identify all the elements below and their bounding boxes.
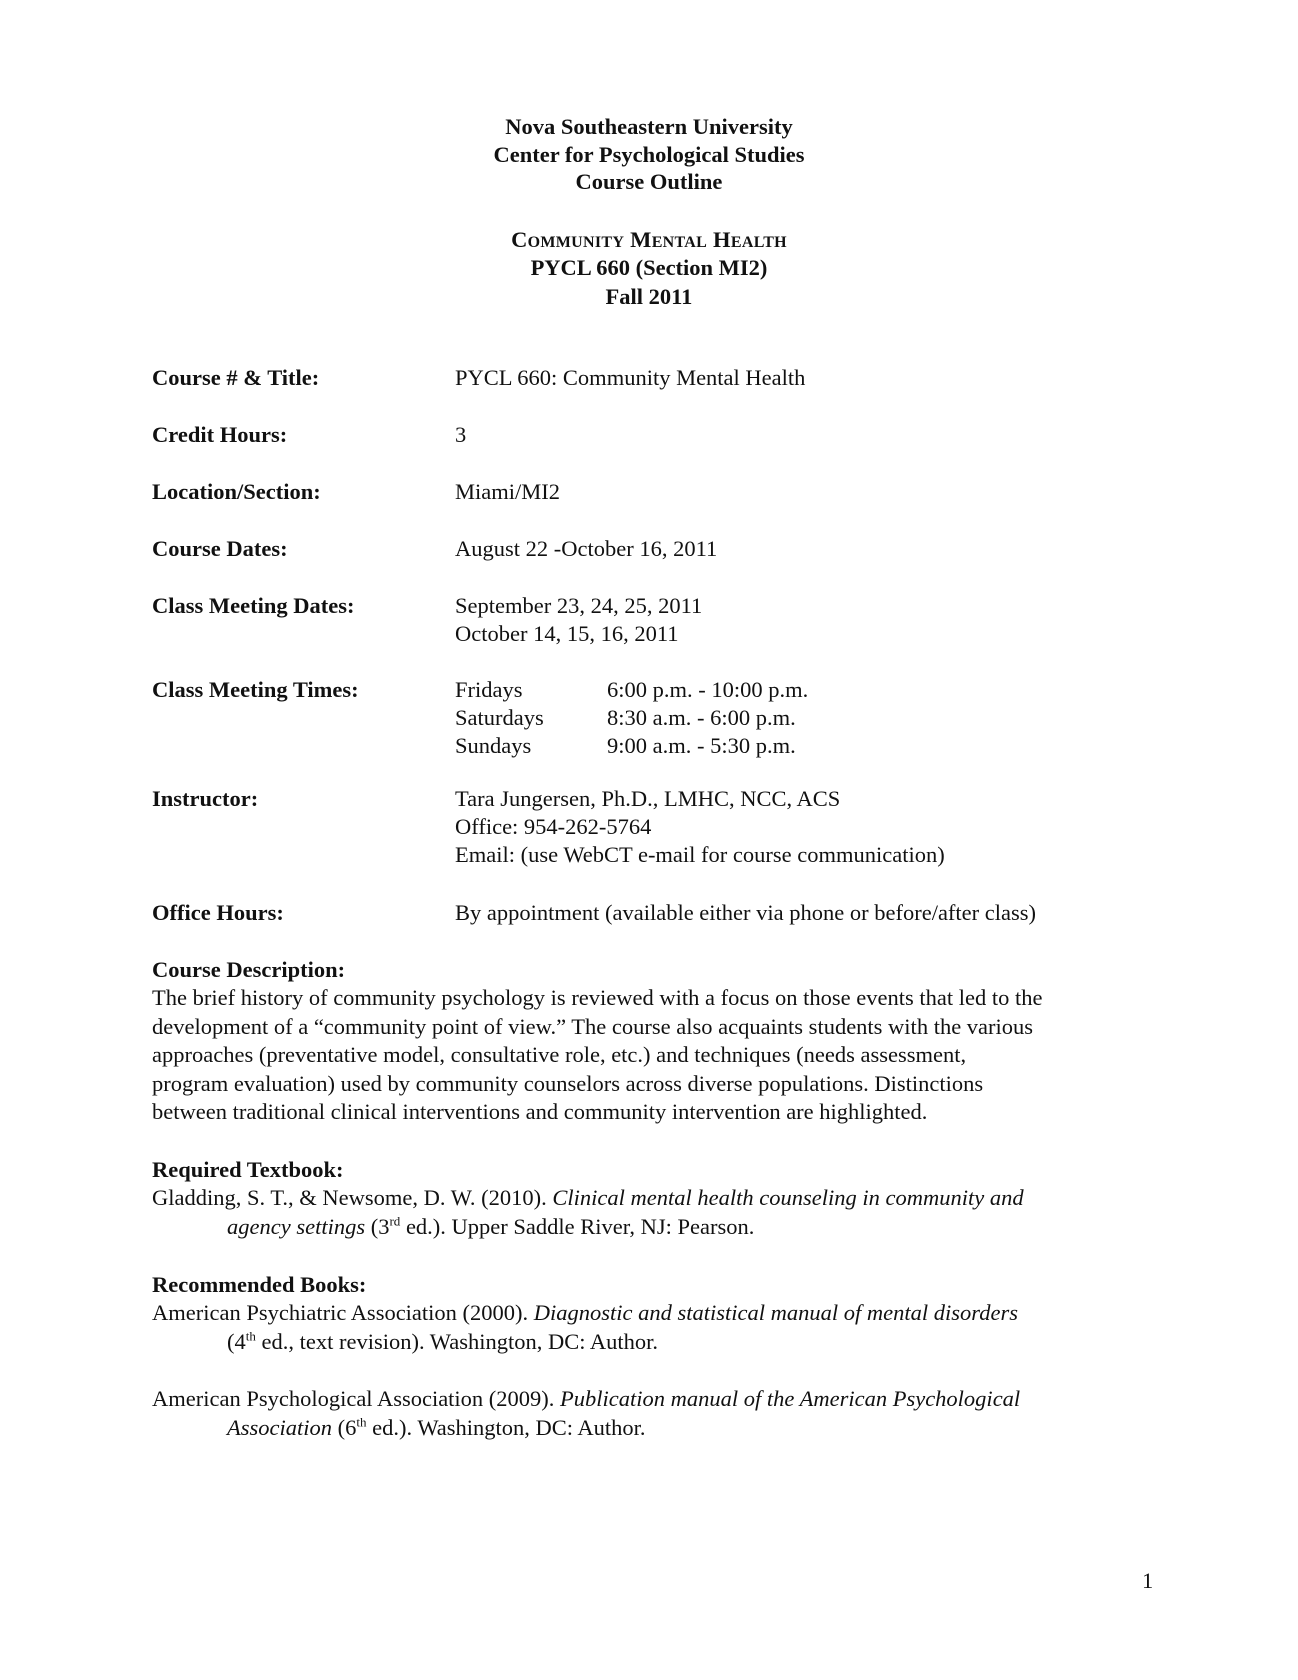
meeting-date-line: October 14, 15, 16, 2011 bbox=[455, 621, 679, 646]
course-title-value: PYCL 660: Community Mental Health bbox=[455, 365, 806, 390]
credit-hours-label: Credit Hours: bbox=[152, 422, 288, 447]
recommended-books-heading: Recommended Books: bbox=[152, 1272, 367, 1297]
term-heading: Fall 2011 bbox=[605, 284, 693, 309]
office-hours-value: By appointment (available either via phone or before/after class) bbox=[455, 900, 1037, 925]
reference-title: Diagnostic and statistical manual of mental disorders bbox=[533, 1300, 1018, 1325]
description-line: between traditional clinical interventions and community intervention are highlighted. bbox=[152, 1099, 928, 1124]
meeting-day: Saturdays bbox=[455, 705, 544, 730]
edition-superscript: th bbox=[356, 1414, 367, 1430]
course-dates-value: August 22 -October 16, 2011 bbox=[455, 536, 718, 561]
meeting-hours: 9:00 a.m. - 5:30 p.m. bbox=[607, 733, 796, 758]
description-line: The brief history of community psychology is reviewed with a focus on those events that led to the bbox=[152, 985, 1043, 1010]
meeting-day: Fridays bbox=[455, 677, 523, 702]
description-line: approaches (preventative model, consultative role, etc.) and techniques (needs assessment, bbox=[152, 1042, 967, 1067]
reference-title-cont: Association bbox=[227, 1415, 332, 1440]
description-line: program evaluation) used by community counselors across diverse populations. Distinctions bbox=[152, 1070, 984, 1096]
reference-edition: (3 bbox=[365, 1214, 390, 1239]
reference-authors: Gladding, S. T., & Newsome, D. W. (2010). bbox=[152, 1185, 553, 1210]
office-hours-label: Office Hours: bbox=[152, 900, 284, 925]
instructor-email: Email: (use WebCT e-mail for course communication) bbox=[455, 842, 945, 867]
recommended-book-apa-manual bbox=[152, 1385, 1157, 1443]
instructor-name: Tara Jungersen, Ph.D., LMHC, NCC, ACS bbox=[455, 786, 841, 811]
meeting-dates-label: Class Meeting Dates: bbox=[152, 593, 355, 618]
reference-title: Clinical mental health counseling in community and bbox=[552, 1185, 1024, 1210]
course-description-text bbox=[152, 984, 1157, 1127]
reference-title: Publication manual of the American Psychological bbox=[560, 1386, 1021, 1411]
reference-edition: (6 bbox=[332, 1415, 357, 1440]
reference-title-cont: agency settings bbox=[227, 1214, 366, 1239]
credit-hours-value: 3 bbox=[455, 422, 467, 447]
meeting-day: Sundays bbox=[455, 733, 532, 758]
edition-superscript: rd bbox=[389, 1213, 401, 1229]
instructor-office: Office: 954-262-5764 bbox=[455, 814, 652, 839]
meeting-date-line: September 23, 24, 25, 2011 bbox=[455, 593, 703, 618]
center-name: Center for Psychological Studies bbox=[493, 142, 805, 167]
recommended-book-apa-dsm bbox=[152, 1299, 1157, 1357]
course-title-label: Course # & Title: bbox=[152, 365, 320, 390]
meeting-times-label: Class Meeting Times: bbox=[152, 677, 359, 702]
document-type: Course Outline bbox=[575, 169, 723, 194]
page-number: 1 bbox=[1142, 1568, 1154, 1593]
reference-authors: American Psychological Association (2009). bbox=[152, 1386, 561, 1411]
location-value: Miami/MI2 bbox=[455, 479, 560, 504]
meeting-dates-value bbox=[455, 592, 702, 648]
course-name-heading: Community Mental Health bbox=[511, 227, 787, 252]
edition-superscript: th bbox=[245, 1328, 256, 1344]
description-line: development of a “community point of view.” The course also acquaints students with the various bbox=[152, 1013, 1034, 1039]
reference-publisher: ed., text revision). Washington, DC: Author. bbox=[255, 1329, 658, 1354]
location-label: Location/Section: bbox=[152, 479, 321, 504]
course-code-heading: PYCL 660 (Section MI2) bbox=[530, 255, 768, 280]
reference-edition: (4 bbox=[227, 1329, 246, 1354]
required-textbook-reference bbox=[152, 1184, 1157, 1242]
course-description-heading: Course Description: bbox=[152, 957, 346, 982]
reference-publisher: ed.). Upper Saddle River, NJ: Pearson. bbox=[400, 1214, 755, 1239]
reference-publisher: ed.). Washington, DC: Author. bbox=[366, 1415, 646, 1440]
reference-authors: American Psychiatric Association (2000). bbox=[152, 1300, 534, 1325]
meeting-hours: 8:30 a.m. - 6:00 p.m. bbox=[607, 705, 796, 730]
instructor-value bbox=[455, 785, 945, 869]
course-dates-label: Course Dates: bbox=[152, 536, 288, 561]
university-name: Nova Southeastern University bbox=[505, 114, 793, 139]
instructor-label: Instructor: bbox=[152, 786, 259, 811]
meeting-hours: 6:00 p.m. - 10:00 p.m. bbox=[607, 677, 809, 702]
required-textbook-heading: Required Textbook: bbox=[152, 1157, 344, 1182]
